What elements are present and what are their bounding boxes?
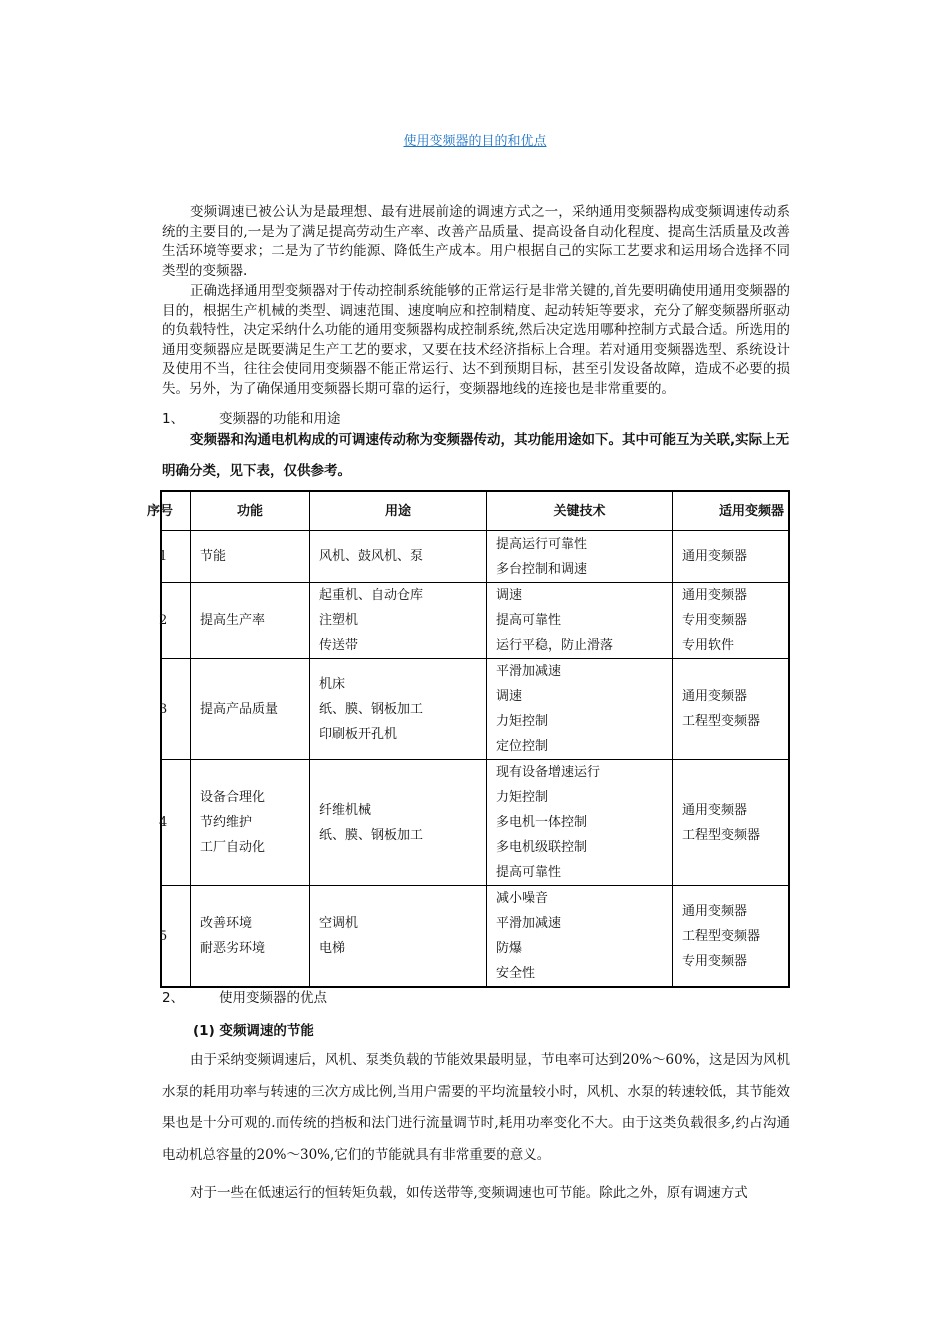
section-1-title: 变频器的功能和用途 [219, 411, 341, 427]
row-tech-line: 多电机一体控制 [496, 815, 588, 830]
row-inverter-line: 专用软件 [682, 638, 735, 653]
row-tech-line: 定位控制 [496, 739, 549, 754]
row-use-line: 纸、膜、钢板加工 [319, 701, 424, 717]
row-function [191, 760, 310, 886]
subsection-1-heading: (1) 变频调速的节能 [193, 1023, 314, 1039]
row-use-line: 起重机、自动仓库 [319, 588, 424, 603]
section-2-heading [162, 986, 327, 1006]
paragraph-intro-1: 变频调速已被公认为是最理想、最有进展前途的调速方式之一，采纳通用变频器构成变频调速传动系统的主要目的,一是为了满足提高劳动生产率、改善产品质量、提高设备自动化程度、提高生活质量及改善生活环境等要求；二是为了节约能源、降低生产成本。用户根据自己的实际工艺要求和运用场合选择不同类型的变频器. [162, 204, 790, 279]
row-use [310, 886, 487, 988]
table-row [161, 760, 789, 886]
table-row [161, 583, 789, 659]
row-use-line: 风机、鼓风机、泵 [319, 549, 424, 564]
row-tech [487, 659, 673, 760]
row-use-line: 纤维机械 [319, 802, 372, 818]
header-tech: 关键技术 [487, 491, 673, 531]
row-index: 2 [161, 583, 191, 659]
row-tech-line: 多台控制和调速 [496, 561, 588, 577]
row-use [310, 760, 487, 886]
row-use [310, 659, 487, 760]
row-inverter-line: 工程型变频器 [682, 714, 761, 729]
table-header-row [161, 491, 789, 531]
header-use: 用途 [310, 491, 487, 531]
row-tech-line: 提高运行可靠性 [496, 536, 588, 552]
paragraph-constant-torque: 对于一些在低速运行的恒转矩负载，如传送带等,变频调速也可节能。除此之外，原有调速方式 [190, 1185, 748, 1201]
header-inverter: 适用变频器 [673, 491, 790, 531]
section-2-number: 2、 [162, 990, 185, 1006]
row-function-line: 耐恶劣环境 [200, 941, 266, 956]
row-inverter-line: 通用变频器 [682, 549, 748, 564]
function-table [147, 490, 790, 988]
row-tech-line: 现有设备增速运行 [496, 765, 601, 780]
row-inverter [673, 531, 790, 583]
page-title: 使用变频器的目的和优点 [403, 134, 547, 149]
row-inverter-line: 通用变频器 [682, 588, 748, 603]
row-inverter-line: 通用变频器 [682, 903, 748, 919]
section-1-heading [162, 407, 341, 427]
table-row [161, 531, 789, 583]
section-1-number: 1、 [162, 411, 185, 427]
row-tech-line: 安全性 [496, 966, 536, 981]
row-use-line: 传送带 [319, 638, 359, 653]
row-inverter [673, 886, 790, 988]
row-inverter-line: 工程型变频器 [682, 928, 761, 944]
row-tech-line: 多电机级联控制 [496, 840, 588, 855]
header-index: 序号 [161, 491, 191, 531]
row-inverter-line: 通用变频器 [682, 802, 748, 818]
row-use-line: 机床 [319, 676, 346, 692]
row-inverter-line: 专用变频器 [682, 613, 748, 628]
row-tech-line: 平滑加减速 [496, 916, 562, 931]
row-inverter-line: 通用变频器 [682, 689, 748, 704]
row-index: 4 [161, 760, 191, 886]
header-function: 功能 [191, 491, 310, 531]
row-tech [487, 760, 673, 886]
row-tech-line: 平滑加减速 [496, 664, 562, 679]
table-row [161, 886, 789, 988]
row-use-line: 纸、膜、钢板加工 [319, 827, 424, 843]
row-function [191, 531, 310, 583]
row-tech [487, 531, 673, 583]
row-inverter-line: 专用变频器 [682, 953, 748, 969]
row-function [191, 886, 310, 988]
row-tech-line: 减小噪音 [496, 891, 549, 906]
row-tech-line: 提高可靠性 [496, 865, 562, 880]
row-function-line: 提高产品质量 [200, 701, 279, 717]
row-use [310, 531, 487, 583]
row-function [191, 659, 310, 760]
row-tech-line: 力矩控制 [496, 790, 549, 805]
row-tech [487, 886, 673, 988]
row-tech-line: 力矩控制 [496, 714, 549, 729]
row-tech-line: 调速 [496, 689, 523, 704]
row-tech-line: 防爆 [496, 941, 523, 956]
row-use-line: 印刷板开孔机 [319, 726, 398, 742]
row-inverter [673, 760, 790, 886]
row-tech [487, 583, 673, 659]
row-tech-line: 提高可靠性 [496, 613, 562, 628]
row-index: 5 [161, 886, 191, 988]
row-function-line: 节能 [200, 549, 227, 564]
section-1-intro: 变频器和沟通电机构成的可调速传动称为变频器传动，其功能用途如下。其中可能互为关联,实际上无明确分类，见下表，仅供参考。 [162, 432, 790, 479]
table-body [161, 531, 789, 988]
row-use-line: 注塑机 [319, 613, 359, 628]
row-function-line: 提高生产率 [200, 613, 266, 628]
row-tech-line: 运行平稳，防止滑落 [496, 638, 614, 653]
paragraph-intro-2: 正确选择通用型变频器对于传动控制系统能够的正常运行是非常关键的,首先要明确使用通用变频器的目的，根据生产机械的类型、调速范围、速度响应和控制精度、起动转矩等要求，充分了解变频器所驱动的负载特性，决定采纳什么功能的通用变频器构成控制系统,然后决定选用哪种控制方式最合适。所选用的通用变频器应是既要满足生产工艺的要求，又要在技术经济指标上合理。若对通用变频器选型、系统设计及使用不当，往往会使同用变频器不能正常运行、达不到预期目标，甚至引发设备故障，造成不必要的损失。另外，为了确保通用变频器长期可靠的运行，变频器地线的连接也是非常重要的。 [162, 283, 790, 397]
row-index: 1 [161, 531, 191, 583]
row-function-line: 工厂自动化 [200, 840, 266, 855]
row-tech-line: 调速 [496, 588, 523, 603]
row-use-line: 空调机 [319, 916, 359, 931]
row-inverter-line: 工程型变频器 [682, 827, 761, 843]
row-use [310, 583, 487, 659]
row-function [191, 583, 310, 659]
section-2-title: 使用变频器的优点 [219, 990, 327, 1006]
row-function-line: 节约维护 [200, 815, 253, 830]
table-row [161, 659, 789, 760]
row-use-line: 电梯 [319, 941, 346, 956]
row-inverter [673, 659, 790, 760]
paragraph-energy-saving: 由于采纳变频调速后，风机、泵类负载的节能效果最明显，节电率可达到20%～60%，这是因为风机水泵的耗用功率与转速的三次方成比例,当用户需要的平均流量较小时，风机、水泵的转速较低，其节能效果也是十分可观的.而传统的挡板和法门进行流量调节时,耗用功率变化不大。由于这类负载很多,约占沟通电动机总容量的20%～30%,它们的节能就具有非常重要的意义。 [162, 1052, 791, 1163]
row-inverter [673, 583, 790, 659]
row-function-line: 设备合理化 [200, 790, 266, 805]
row-index: 3 [161, 659, 191, 760]
row-function-line: 改善环境 [200, 916, 253, 931]
